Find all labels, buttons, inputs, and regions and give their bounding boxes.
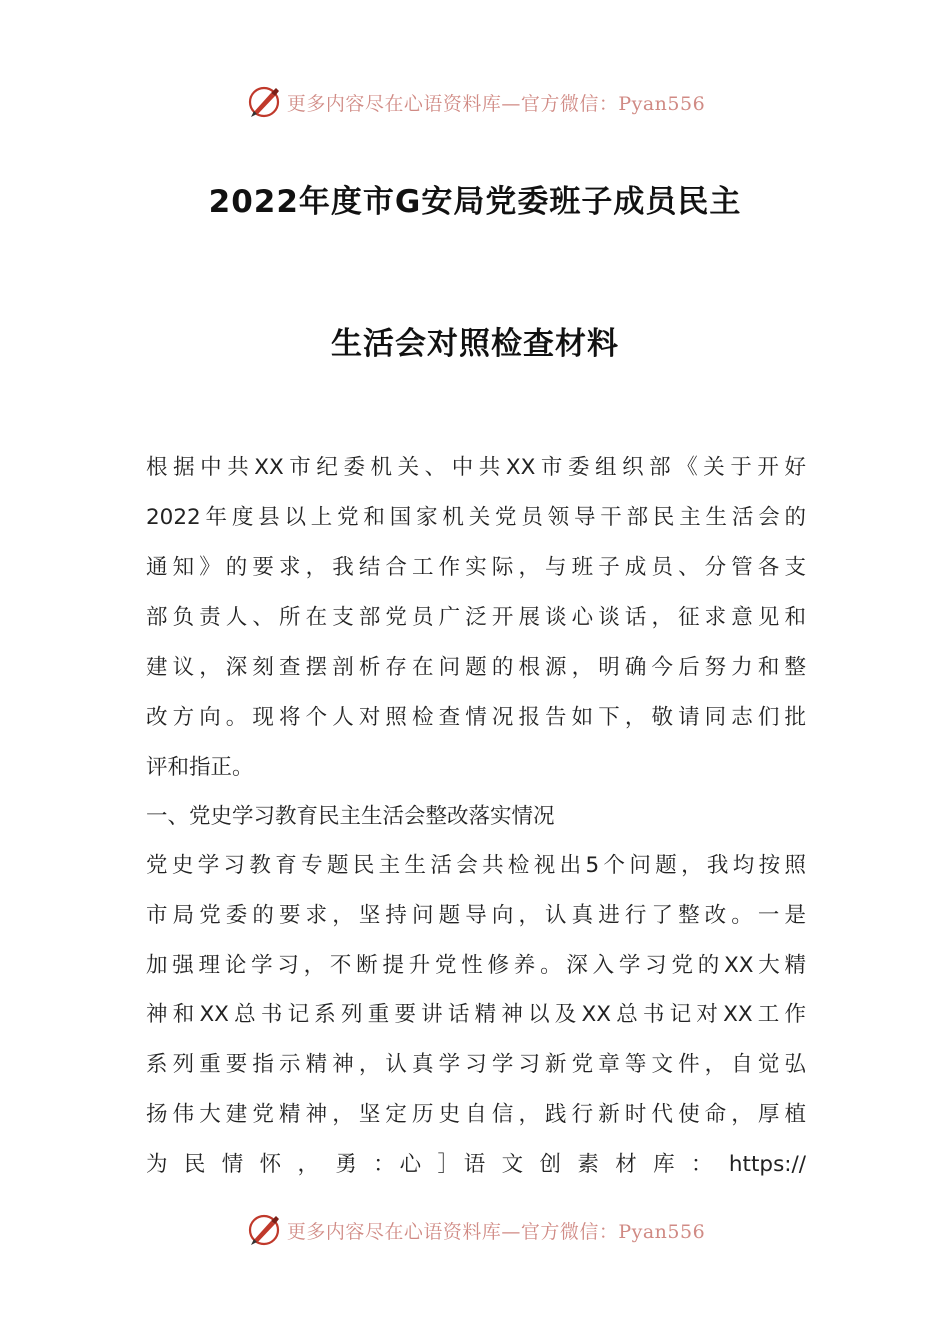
watermark-banner-bottom: [0, 1210, 950, 1250]
body-line: 系列重要指示精神，认真学习学习新党章等文件，自觉弘: [146, 1052, 806, 1077]
body-line: 神和XX总书记系列重要讲话精神以及XX总书记对XX工作: [146, 1002, 806, 1027]
body-line: 党史学习教育专题民主生活会共检视出5个问题，我均按照: [146, 853, 806, 878]
body-line: 2022年度县以上党和国家机关党员领导干部民主生活会的: [146, 505, 806, 530]
body-line: 根据中共XX市纪委机关、中共XX市委组织部《关于开好: [146, 455, 806, 480]
body-line: 扬伟大建党精神，坚定历史自信，践行新时代使命，厚植: [146, 1102, 806, 1127]
document-title-line-2: 生活会对照检查材料: [331, 326, 619, 362]
watermark-text: 更多内容尽在心语资料库—官方微信：Pyan556: [286, 92, 706, 115]
pen-logo-icon: [245, 1211, 283, 1249]
body-line: 通知》的要求，我结合工作实际，与班子成员、分管各支: [146, 555, 806, 580]
body-line: 加强理论学习，不断提升党性修养。深入学习党的XX大精: [146, 953, 806, 978]
section-heading: 一、党史学习教育民主生活会整改落实情况: [146, 804, 555, 829]
document-title-line-1: 2022年度市G安局党委班子成员民主: [208, 184, 742, 220]
body-line: 市局党委的要求，坚持问题导向，认真进行了整改。一是: [146, 903, 806, 928]
body-line: 建议，深刻查摆剖析存在问题的根源，明确今后努力和整: [146, 655, 806, 680]
body-line: 为 民 情 怀 ， 勇 ：心 ］语 文 创 素 材 库 ： https://: [146, 1152, 806, 1177]
body-line: 改方向。现将个人对照检查情况报告如下，敬请同志们批: [146, 705, 806, 730]
body-line: 评和指正。: [146, 755, 254, 780]
body-line: 部负责人、所在支部党员广泛开展谈心谈话，征求意见和: [146, 605, 806, 630]
watermark-text: 更多内容尽在心语资料库—官方微信：Pyan556: [286, 1220, 706, 1243]
document-body: [146, 0, 806, 1344]
